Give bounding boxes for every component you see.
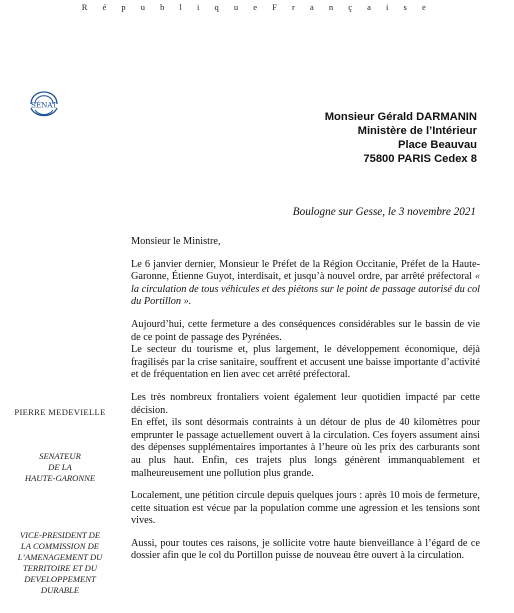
salutation: Monsieur le Ministre, [131, 236, 221, 247]
sidebar-role-line: DEVELOPPEMENT [24, 574, 96, 584]
sidebar-role-line: LA COMMISSION DE [20, 541, 100, 551]
sidebar-role-line: L’AMENAGEMENT DU [17, 552, 103, 562]
sidebar-senator-title [0, 451, 120, 484]
sidebar-role-line: VICE-PRESIDENT DE [19, 530, 101, 540]
paragraph-2b: Le secteur du tourisme et, plus largement, le développement économique, déjà fragilisés par la crise sanitaire, souffrent et accusent une baisse importante d’activité et de fréquentation en lien avec cet arrêté préfectoral. [131, 344, 480, 381]
sidebar-title-line: DE LA [48, 462, 72, 472]
recipient-street: Place Beauvau [398, 139, 477, 151]
paragraph-3b: En effet, ils sont désormais contraints à un détour de plus de 40 kilomètres pour emprunter le passage actuellement ouvert à la circulation. Ces foyers assument ainsi des dépenses supplémentaires importantes à l’heure où les prix des carburants sont au plus haut. Enfin, ces trajets plus longs génèrent immanquablement et malheureusement une pollution plus grande. [131, 417, 480, 479]
place-and-date: Boulogne sur Gesse, le 3 novembre 2021 [292, 206, 476, 218]
sidebar-senator-name: PIERRE MEDEVIELLE [14, 407, 106, 417]
senat-logo [27, 82, 61, 122]
recipient-address [325, 110, 477, 166]
sidebar-title-line: HAUTE-GARONNE [24, 473, 96, 483]
letterhead-republique-francaise: R é p u b l i q u e F r a n ç a i s e [81, 2, 433, 12]
paragraph-2a: Aujourd’hui, cette fermeture a des conséquences considérables sur le bassin de vie de ce point de passage des Pyrénées. [131, 318, 480, 343]
paragraph-5: Aussi, pour toutes ces raisons, je sollicite votre haute bienveillance à l’égard de ce dossier afin que le col du Portillon puisse de nouveau être ouvert à la circulation. [131, 537, 480, 562]
sidebar-role-line: DURABLE [40, 585, 80, 595]
sidebar-title-line: SENATEUR [39, 451, 81, 461]
recipient-name: Monsieur Gérald DARMANIN [324, 111, 477, 123]
sidebar-senator-role [0, 530, 120, 596]
recipient-city: 75800 PARIS Cedex 8 [363, 153, 477, 165]
paragraph-3a: Les très nombreux frontaliers voient également leur quotidien impacté par cette décision. [131, 391, 480, 416]
paragraph-4: Localement, une pétition circule depuis quelques jours : après 10 mois de fermeture, cette situation est vécue par la population comme une agression et les tensions sont vives. [131, 490, 480, 527]
paragraph-1-quote: « la circulation de tous véhicules et des piétons sur le point de passage autorisé du col du Portillon ». [131, 271, 480, 308]
paragraph-1 [131, 259, 480, 309]
paragraph-1-intro: Le 6 janvier dernier, Monsieur le Préfet de la Région Occitanie, Préfet de la Haute-Garonne, Étienne Guyot, interdisait, et jusqu’à nouvel ordre, par arrêté préfectoral [131, 258, 480, 283]
sidebar-role-line: TERRITOIRE ET DU [22, 563, 98, 573]
letter-body [131, 236, 480, 563]
recipient-ministry: Ministère de l’Intérieur [357, 125, 477, 137]
senat-logo-text: SÉNAT [30, 100, 58, 110]
